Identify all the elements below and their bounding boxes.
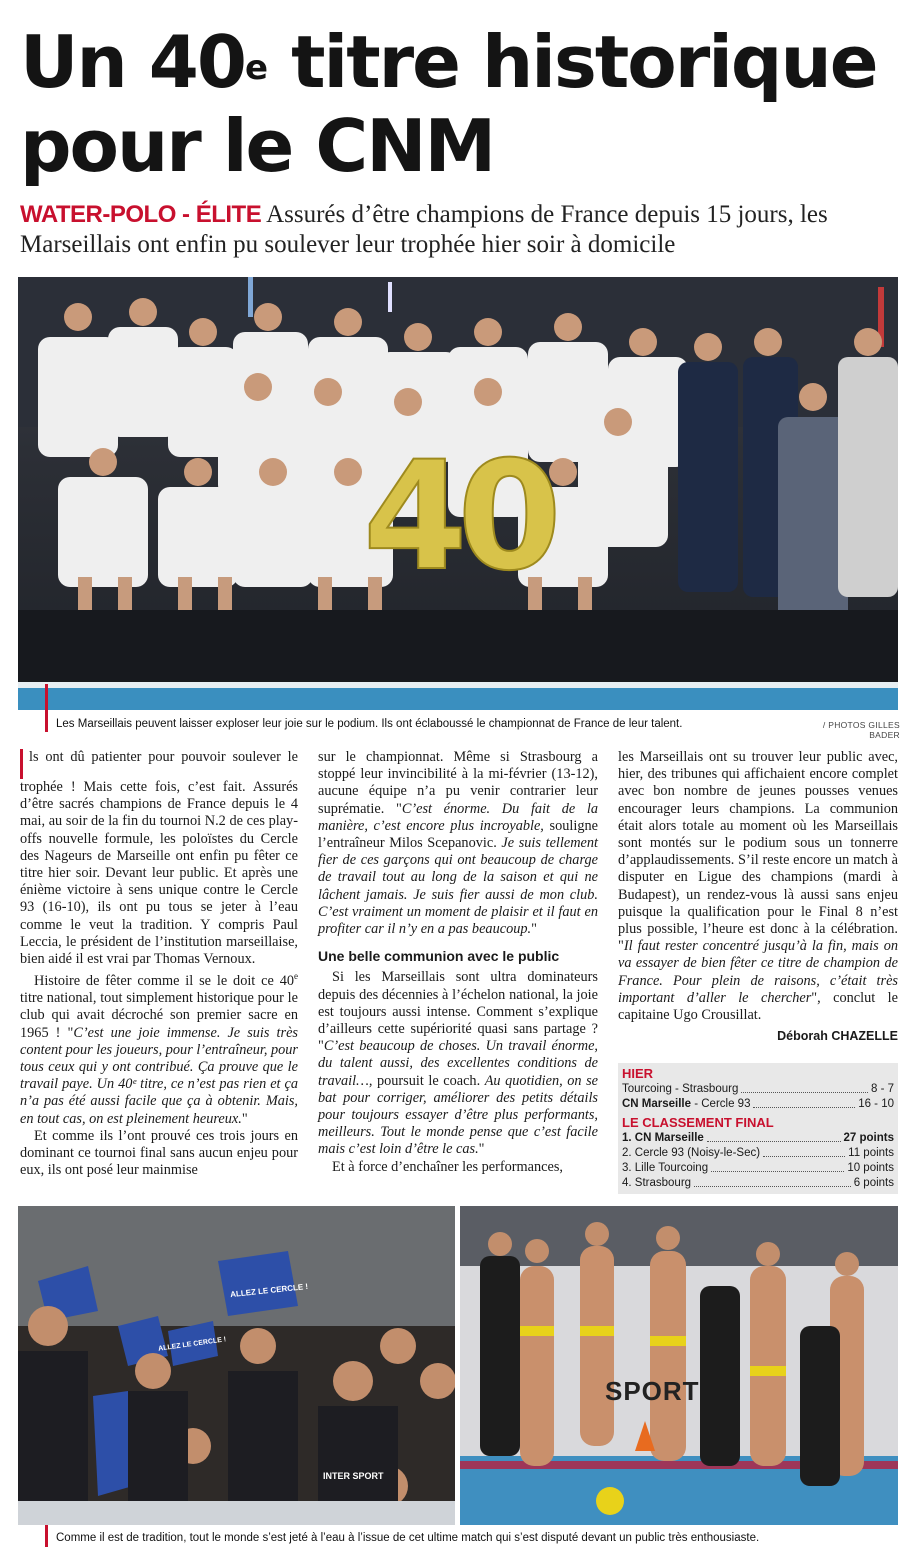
leader-dots (707, 1131, 841, 1142)
headline-line1 (20, 20, 877, 104)
quote: C’est beaucoup de choses. Un travail énorme, du talent aussi, des excellentes conditions de travail…, (318, 1038, 598, 1089)
drop-cap-bar (20, 749, 23, 779)
leader-dots (763, 1146, 845, 1157)
result-label (622, 1097, 750, 1112)
main-photo (18, 277, 898, 710)
pool-jump-illustration (460, 1206, 898, 1525)
article-text: " (478, 1141, 485, 1158)
article-paragraph (20, 968, 298, 1128)
article-column-1 (20, 749, 298, 1179)
article-paragraph (318, 1159, 598, 1176)
article-paragraph (318, 969, 598, 1158)
standing-points: 11 points (848, 1147, 894, 1159)
article-text: ", conclut le capitaine Ugo Crousillat. (618, 989, 898, 1024)
quote: Au quotidien, on se bat pour corriger, améliorer des petits détails pour toujours essayer d’être plus performants, meilleurs. Tout le monde pense que c’est facile mais c’est loin d’être le cas. (318, 1072, 599, 1158)
article-text: Si les Marseillais sont ultra dominateurs depuis des décennies à l’échelon national, la joie est toujours aussi intense. Comment s’explique d’ailleurs cette supériorité quasi sans partage ? " (318, 969, 598, 1055)
results-box (618, 1063, 898, 1194)
headline-superscript: e (244, 48, 269, 88)
photo-credit: / PHOTOS GILLES BADER (822, 720, 900, 740)
standing-label: 4. Strasbourg (622, 1177, 692, 1189)
deck-text: Assurés d’être champions de France depuis 15 jours, les Marseillais ont enfin pu soulever leur trophée hier soir à domicile (20, 201, 828, 258)
headline-part: titre historique (268, 20, 877, 104)
standing-row (618, 1161, 898, 1176)
leader-dots (711, 1161, 844, 1172)
result-team-rest: - Cercle 93 (691, 1098, 751, 1110)
headline-line2: pour le CNM (20, 104, 495, 188)
crowd-photo (18, 1206, 455, 1525)
article-text: Et comme ils l’ont prouvé ces trois jours en dominant ce tournoi final sans aucun enjeu pour eux, ils ont posé leur mainmise (20, 1127, 298, 1179)
banner-text: ALLEZ LE CERCLE ! (229, 1281, 309, 1300)
standing-points: 27 points (843, 1132, 894, 1144)
article-text: titre national, tout simplement historique pour le club qui avait décroché son premier sacre en 1965 ! " (20, 990, 298, 1041)
caption-bar (45, 684, 48, 732)
standing-label: 1. CN Marseille (622, 1132, 704, 1144)
article-paragraph (20, 1128, 298, 1180)
results-hier-title: HIER (622, 1066, 654, 1081)
standing-label: 2. Cercle 93 (Noisy-le-Sec) (622, 1147, 761, 1159)
bottom-caption: Comme il est de tradition, tout le monde s’est jeté à l’eau à l’issue de cet ultime match qui s’est disputé devant un public très enthousiaste. (56, 1532, 760, 1544)
shirt-text: INTER SPORT (323, 1471, 384, 1481)
standing-points: 10 points (847, 1162, 894, 1174)
crowd-illustration (18, 1206, 455, 1525)
quote: C’est une joie immense. Je suis très content pour les joueurs, pour l’entraîneur, pour tous ceux qui y ont contribué. Ça prouve que le travail paye. Un 40ᵉ titre, ce n’est pas rien et ça n’a pas été aussi facile que ça à obtenir. Mais, en tout cas, on est pleinement heureux. (20, 1024, 298, 1127)
article-text: " (531, 921, 537, 938)
superscript: e (294, 971, 298, 982)
result-score: 16 - 10 (858, 1098, 894, 1110)
leader-dots (694, 1176, 851, 1187)
article-text: ls ont dû patienter pour pouvoir soulever le trophée ! Mais cette fois, c’est fait. Assurés d’être sacrés champions de France depuis le 4 mai, au soir de la fin du tournoi N.2 de ces play-offs nouvelle formule, les poloïstes du Cercle des Nageurs de Marseille ont enfin pu fêter ce titre hier soir. Devant leur public. Et après une énième victoire à sens unique contre le Cercle 93 (16-10), ils ont pu tous se jeter à l’eau comme le veut la tradition. Y compris Paul Leccia, le président de l’institution marseillaise, bien aidé il est vrai par Thomas Vernoux. (20, 749, 298, 968)
result-row (618, 1082, 898, 1097)
result-score: 8 - 7 (870, 1083, 894, 1095)
quote: Je suis tellement fier de ces garçons qui ont beaucoup de charge de travail tout au long de la saison et qui ne lâchent jamais. Je suis fier aussi de mon club. C’est vraiment un moment de plaisir et il faut en profiter car il n’y en a pas beaucoup. (318, 835, 598, 938)
article-paragraph (318, 749, 598, 938)
article-text: " (241, 1110, 248, 1127)
article-column-3 (618, 749, 898, 1045)
banner-text: ALLEZ LE CERCLE ! (157, 1336, 227, 1353)
standing-label: 3. Lille Tourcoing (622, 1162, 709, 1174)
article-column-2 (318, 749, 598, 1176)
result-row (618, 1097, 898, 1112)
article-paragraph (618, 749, 898, 1024)
headline (20, 20, 900, 188)
subheading: Une belle communion avec le public (318, 948, 560, 965)
article-text: sur le championnat. Même si Strasbourg a stoppé leur invincibilité à la mi-février (13-12), aucune équipe n’a pu venir contrarier leur suprématie. " (318, 749, 598, 817)
balloon-40: 40 (363, 430, 552, 604)
headline-part: Un 40 (20, 20, 245, 104)
standing-points: 6 points (853, 1177, 894, 1189)
article-text: souligne l’entraîneur Milos Scepanovic. (318, 817, 598, 852)
standing-row (618, 1176, 898, 1194)
caption-bar (45, 1525, 48, 1547)
article-text: Et à force d’enchaîner les performances, (332, 1158, 564, 1175)
pool-photo (460, 1206, 898, 1525)
article-text: poursuit le coach. (372, 1072, 485, 1089)
standings-title: LE CLASSEMENT FINAL (622, 1115, 774, 1130)
article-text: les Marseillais ont su trouver leur public avec, hier, des tribunes qui affichaient encore complet avec bon nombre de jeunes pousses venues encourager leurs champions. La communion était alors totale au moment où les Marseillais sont montés sur le podium sous un tonnerre d’applaudissements. S’il reste encore un match à disputer en Ligue des champions (mardi à Budapest), un rendez-vous là aussi sans enjeu puisque la qualification pour le Final 8 n’est plus possible, l’heure est donc à la célébration. " (618, 749, 898, 955)
deck (20, 200, 900, 260)
standing-row (618, 1131, 898, 1146)
kicker: WATER-POLO - ÉLITE (20, 201, 262, 228)
quote: C’est énorme. Du fait de la manière, c’est encore plus incroyable, (318, 800, 598, 834)
sign-text: SPORT (605, 1376, 700, 1406)
standing-row (618, 1146, 898, 1161)
main-photo-caption (56, 718, 776, 730)
quote: Il faut rester concentré jusqu’à la fin, mais on va essayer de bien fêter ce titre de champion de France. Pour plein de raisons, c’était très important d’aller le chercher (618, 938, 898, 1006)
article-text: Histoire de fêter comme il se le doit ce 40 (34, 973, 294, 989)
leader-dots (741, 1082, 868, 1093)
result-label: Tourcoing - Strasbourg (622, 1083, 739, 1095)
leader-dots (753, 1097, 855, 1108)
byline: Déborah CHAZELLE (777, 1029, 898, 1044)
article-paragraph (20, 749, 298, 968)
main-caption-text: Les Marseillais peuvent laisser exploser leur joie sur le podium. Ils ont éclaboussé le championnat de France de leur talent. (56, 718, 683, 730)
result-team-bold: CN Marseille (622, 1098, 692, 1110)
